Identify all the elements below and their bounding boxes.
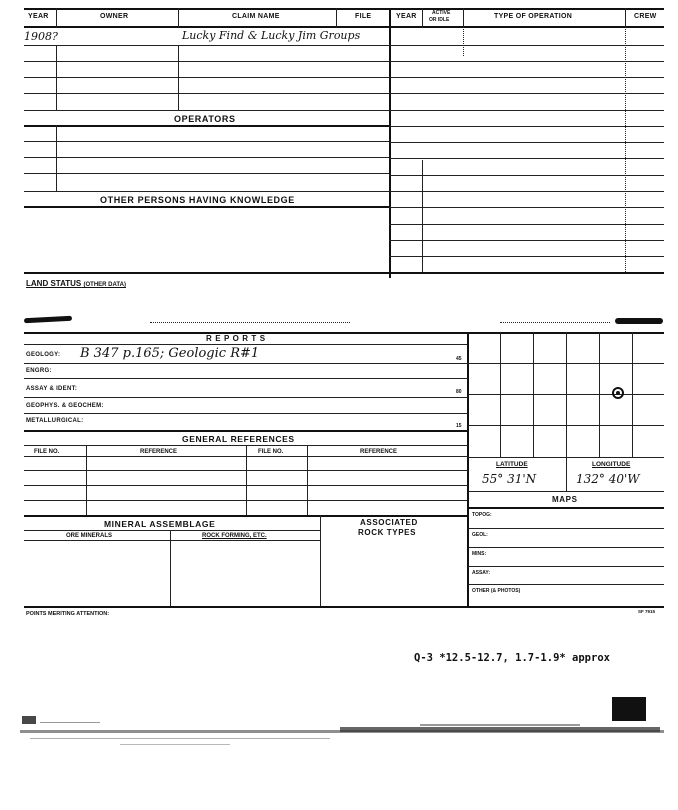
- assay-label: ASSAY & IDENT:: [26, 386, 78, 392]
- mineral-assemblage-title: MINERAL ASSEMBLAGE: [104, 519, 216, 529]
- form-number: SF 7915: [638, 609, 656, 614]
- map-other-label: OTHER (& PHOTOS): [472, 588, 521, 594]
- associated-rock-types-line2: ROCK TYPES: [358, 528, 417, 537]
- scan-mark-left: [24, 316, 72, 324]
- land-status-label: LAND STATUS: [26, 279, 82, 288]
- operators-label: OPERATORS: [174, 114, 236, 124]
- gr-header-reference-2: REFERENCE: [360, 449, 398, 455]
- row1-claim-name: Lucky Find & Lucky Jim Groups: [182, 29, 361, 42]
- header-owner: OWNER: [100, 13, 129, 20]
- assay-num: 80: [456, 389, 462, 395]
- geology-value: B 347 p.165; Geologic R#1: [80, 346, 260, 361]
- header-type-of-operation: TYPE OF OPERATION: [494, 13, 573, 20]
- land-status-sublabel: (OTHER DATA): [83, 282, 126, 288]
- engrg-label: ENGRG:: [26, 368, 52, 374]
- reports-title: R E P O R T S: [206, 334, 266, 343]
- bottom-note: Q-3 *12.5-12.7, 1.7-1.9* approx: [414, 652, 610, 664]
- header-crew: CREW: [634, 13, 657, 20]
- row1-year: 1908?: [24, 30, 58, 43]
- metallurgical-label: METALLURGICAL:: [26, 418, 84, 424]
- header-year: YEAR: [28, 13, 49, 20]
- longitude-value: 132° 40'W: [576, 472, 640, 486]
- gr-header-file-no-1: FILE NO.: [34, 449, 60, 455]
- map-geol-label: GEOL:: [472, 532, 488, 538]
- rock-forming-label: ROCK FORMING, ETC.: [202, 533, 267, 539]
- metallurgical-num: 15: [456, 423, 462, 429]
- maps-label: MAPS: [552, 495, 578, 504]
- latitude-label: LATITUDE: [496, 461, 528, 468]
- geophys-label: GEOPHYS. & GEOCHEM:: [26, 403, 104, 409]
- associated-rock-types-line1: ASSOCIATED: [360, 518, 418, 527]
- header-year-2: YEAR: [396, 13, 417, 20]
- header-file: FILE: [355, 13, 372, 20]
- gr-header-file-no-2: FILE NO.: [258, 449, 284, 455]
- points-meriting-label: POINTS MERITING ATTENTION:: [26, 611, 110, 617]
- geology-label: GEOLOGY:: [26, 352, 61, 358]
- ore-minerals-label: ORE MINERALS: [66, 533, 113, 539]
- longitude-label: LONGITUDE: [592, 461, 631, 468]
- scan-mark-right: [615, 318, 663, 324]
- map-mins-label: MINS:: [472, 551, 487, 557]
- header-claim-name: CLAIM NAME: [232, 13, 280, 20]
- latitude-value: 55° 31'N: [482, 472, 537, 486]
- general-references-title: GENERAL REFERENCES: [182, 434, 295, 444]
- gr-header-reference-1: REFERENCE: [140, 449, 178, 455]
- header-or-idle: OR IDLE: [429, 17, 450, 23]
- map-topog-label: TOPOG:: [472, 512, 492, 518]
- map-assay-label: ASSAY:: [472, 570, 491, 576]
- geology-num: 45: [456, 356, 462, 362]
- other-persons-label: OTHER PERSONS HAVING KNOWLEDGE: [100, 195, 295, 205]
- location-marker-icon: [612, 387, 624, 399]
- header-active: ACTIVE: [432, 10, 451, 16]
